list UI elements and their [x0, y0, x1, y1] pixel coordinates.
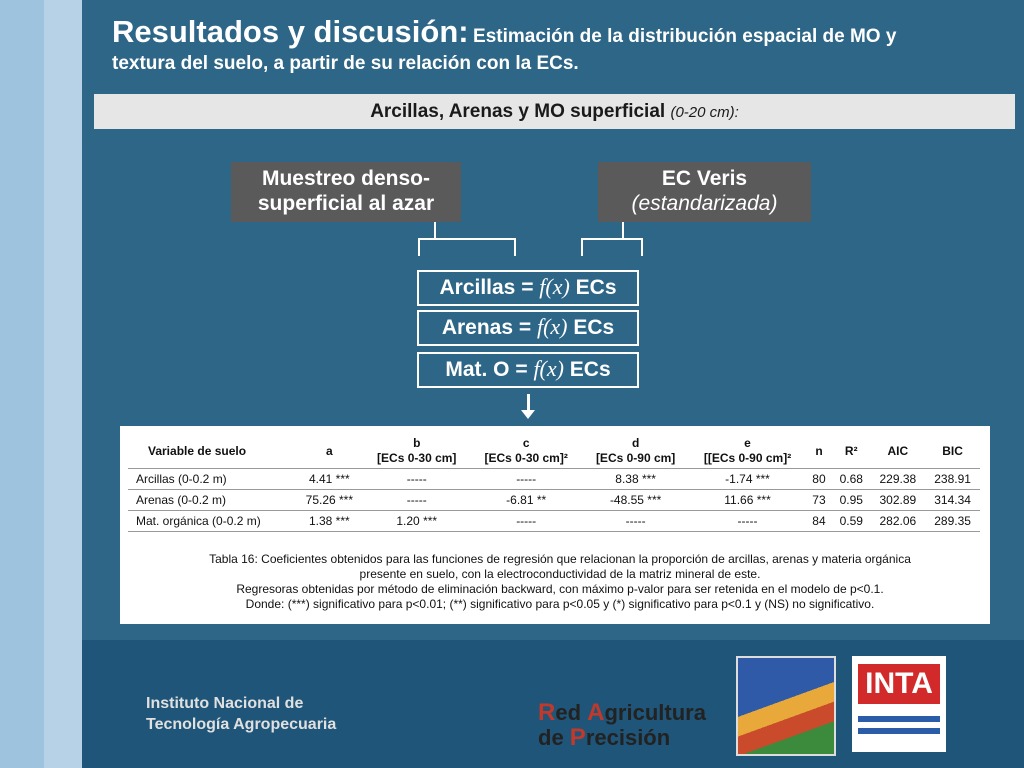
cell: Arenas (0-0.2 m) — [128, 490, 295, 511]
cell: -6.81 ** — [470, 490, 582, 511]
inta-logo-text: INTA — [858, 664, 940, 704]
regression-table-panel — [120, 426, 990, 624]
connector-bracket-right — [581, 238, 643, 256]
cell: 0.95 — [832, 490, 870, 511]
cell: ----- — [582, 511, 689, 532]
precision-agriculture-art-icon — [736, 656, 836, 756]
col-header: Variable de suelo — [128, 434, 295, 469]
slide-title — [112, 14, 992, 74]
table-row — [128, 490, 980, 511]
col-header: b [ECs 0-30 cm] — [363, 434, 470, 469]
cell: 289.35 — [925, 511, 980, 532]
cell: 75.26 *** — [295, 490, 363, 511]
caption-line: presente en suelo, con la electroconductividad de la matriz mineral de este. — [359, 567, 761, 581]
inta-stripe — [858, 716, 940, 722]
equation-arcillas — [417, 270, 639, 306]
title-sub-part2: textura del suelo, a partir de su relación con la ECs. — [112, 52, 579, 74]
cell: ----- — [363, 490, 470, 511]
caption-line: Regresoras obtenidas por método de eliminación backward, con máximo p-valor para ser retenida en el modelo de p<0.1. — [236, 582, 884, 596]
inta-logo — [852, 656, 946, 752]
col-header: n — [806, 434, 832, 469]
cell: ----- — [470, 469, 582, 490]
down-arrow-icon — [521, 410, 535, 419]
col-header: R² — [832, 434, 870, 469]
regression-table — [128, 434, 980, 532]
title-sub-part1: Estimación de la distribución espacial de MO y — [473, 26, 897, 47]
caption-line: Donde: (***) significativo para p<0.01; (**) significativo para p<0.05 y (*) significativo para p<0.1 y (NS) no significativo. — [245, 597, 875, 611]
cell: Arcillas (0-0.2 m) — [128, 469, 295, 490]
eq-right: ECs — [567, 316, 615, 339]
cell: ----- — [689, 511, 806, 532]
table-caption — [150, 552, 970, 612]
cell: 8.38 *** — [582, 469, 689, 490]
ec-subtitle: (estandarizada) — [631, 192, 778, 216]
connector-bracket-left — [418, 238, 516, 256]
sampling-label: Muestreo denso-superficial al azar — [257, 167, 435, 216]
institute-line1: Instituto Nacional de — [146, 695, 304, 712]
col-header: d [ECs 0-90 cm] — [582, 434, 689, 469]
cell: 1.20 *** — [363, 511, 470, 532]
cell: 0.68 — [832, 469, 870, 490]
institute-line2: Tecnología Agropecuaria — [146, 715, 337, 733]
col-header: BIC — [925, 434, 980, 469]
eq-right: ECs — [569, 276, 617, 299]
col-header: e [[ECs 0-90 cm]² — [689, 434, 806, 469]
cell: -1.74 *** — [689, 469, 806, 490]
cell: ----- — [363, 469, 470, 490]
cell: ----- — [470, 511, 582, 532]
sampling-box — [231, 162, 461, 222]
col-header: AIC — [870, 434, 925, 469]
col-header: a — [295, 434, 363, 469]
eq-right: ECs — [563, 358, 611, 381]
cell: 4.41 *** — [295, 469, 363, 490]
cell: 282.06 — [870, 511, 925, 532]
footer-left-decor — [0, 640, 82, 768]
ec-veris-box — [598, 162, 811, 222]
equation-arenas — [417, 310, 639, 346]
cell: -48.55 *** — [582, 490, 689, 511]
cell: 229.38 — [870, 469, 925, 490]
cell: 80 — [806, 469, 832, 490]
cell: 0.59 — [832, 511, 870, 532]
table-row — [128, 511, 980, 532]
section-header — [94, 94, 1015, 129]
caption-line: Tabla 16: Coeficientes obtenidos para las funciones de regresión que relacionan la proporción de arcillas, arenas y materia orgánica — [209, 552, 911, 566]
cell: 314.34 — [925, 490, 980, 511]
title-main: Resultados y discusión: — [112, 14, 469, 49]
eq-fx: f(x) — [536, 314, 568, 339]
eq-left: Mat. O = — [445, 358, 534, 381]
red-agricultura-logo: Red Agricultura de Precisión — [538, 699, 706, 752]
section-label: Arcillas, Arenas y MO superficial — [370, 101, 666, 122]
col-header: c [ECs 0-30 cm]² — [470, 434, 582, 469]
table-header-row — [128, 434, 980, 469]
eq-left: Arcillas = — [439, 276, 540, 299]
eq-fx: f(x) — [539, 274, 570, 299]
cell: 84 — [806, 511, 832, 532]
equation-materia-organica — [417, 352, 639, 388]
connector-stem-right — [622, 222, 624, 238]
table-row — [128, 469, 980, 490]
cell: 1.38 *** — [295, 511, 363, 532]
section-range: (0-20 cm): — [670, 104, 739, 121]
cell: Mat. orgánica (0-0.2 m) — [128, 511, 295, 532]
institute-name — [146, 694, 336, 736]
connector-stem-left — [434, 222, 436, 238]
ec-title: EC Veris — [661, 167, 748, 190]
cell: 238.91 — [925, 469, 980, 490]
cell: 73 — [806, 490, 832, 511]
inta-stripe — [858, 728, 940, 734]
cell: 302.89 — [870, 490, 925, 511]
cell: 11.66 *** — [689, 490, 806, 511]
eq-left: Arenas = — [441, 316, 537, 339]
eq-fx: f(x) — [533, 356, 564, 381]
